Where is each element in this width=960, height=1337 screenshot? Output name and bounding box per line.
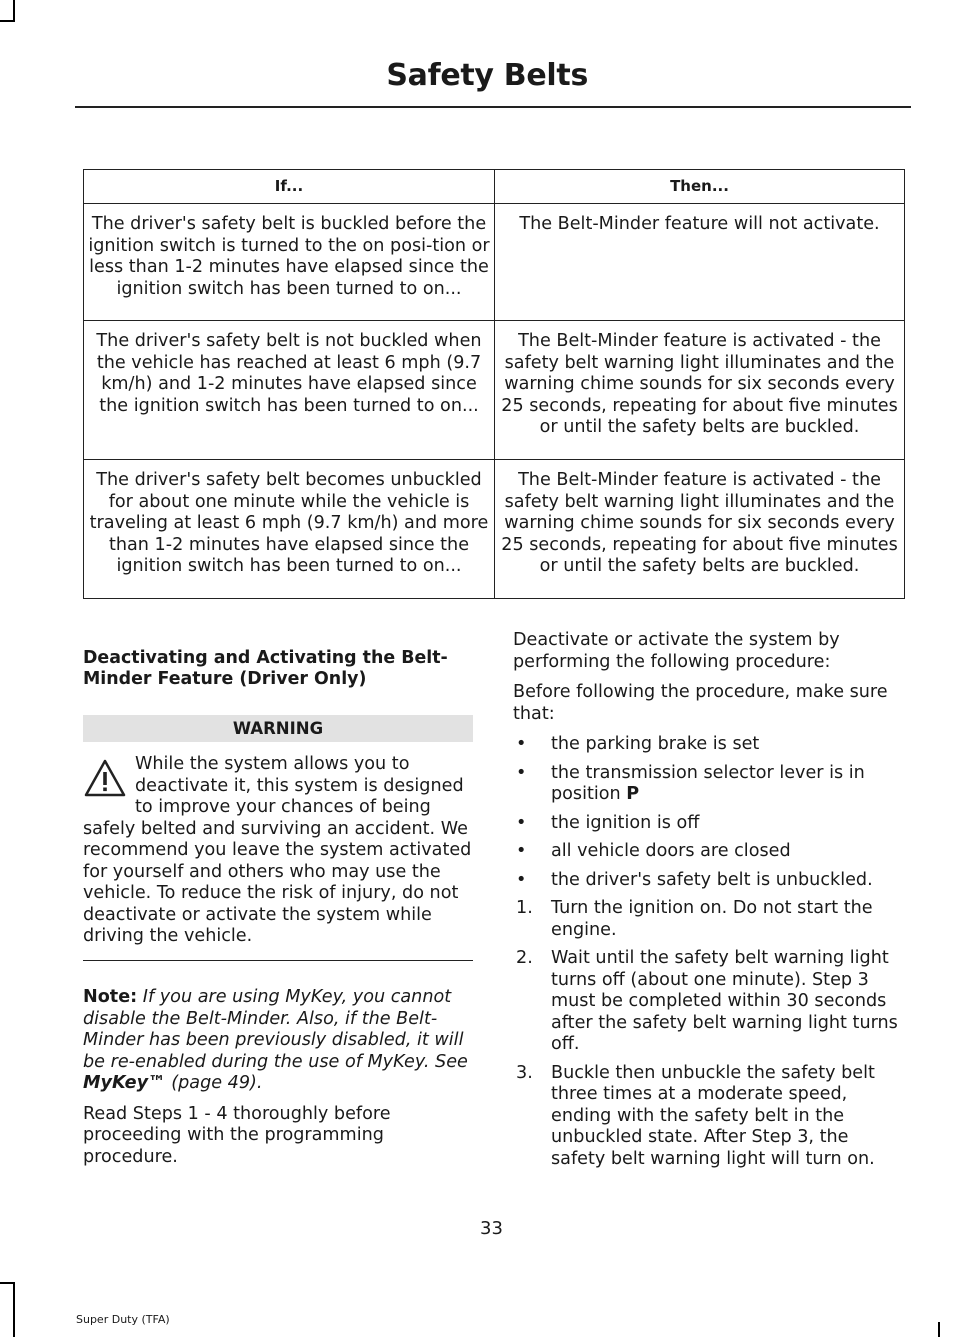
bullet-marker: • <box>516 841 527 861</box>
step-text: Wait until the safety belt warning light turns off (about one minute). Step 3 must be completed within 30 seconds after the safety belt warning light turns off. <box>551 948 898 1054</box>
step-text: Turn the ignition on. Do not start the engine. <box>551 898 873 940</box>
bullet-marker: • <box>516 734 527 754</box>
crop-mark <box>0 1282 15 1284</box>
table-cell-then: The Belt-Minder feature is activated - the safety belt warning light illuminates and the warning chime sounds for six seconds every 25 seconds, repeating for about five minutes or until the safety belts are buckled. <box>495 321 905 460</box>
belt-minder-table <box>83 169 905 599</box>
note-label: Note: <box>83 987 138 1007</box>
list-item-text: the ignition is off <box>551 812 700 833</box>
column-header-if: If... <box>84 170 495 204</box>
warning-triangle-icon <box>83 758 127 798</box>
list-item-text: the transmission selector lever is in position <box>551 762 865 804</box>
list-item-text: the parking brake is set <box>551 734 760 754</box>
table-cell-if: The driver's safety belt is not buckled when the vehicle has reached at least 6 mph (9.7 km/h) and 1-2 minutes have elapsed since the ignition switch has been turned to on... <box>84 321 495 460</box>
intro-paragraph: Before following the procedure, make sure that: <box>513 682 888 724</box>
column-header-then: Then... <box>495 170 905 204</box>
crop-mark <box>13 0 15 22</box>
note-paragraph <box>83 987 473 1095</box>
bullet-marker: • <box>516 812 527 833</box>
table-cell-if: The driver's safety belt is buckled before the ignition switch is turned to the on posi-tion or less than 1-2 minutes have elapsed since the ignition switch has been turned to on... <box>84 204 495 321</box>
bullet-marker: • <box>516 869 527 890</box>
note-page-ref: (page 49). <box>171 1073 263 1093</box>
section-heading: Deactivating and Activating the Belt-Minder Feature (Driver Only) <box>83 648 448 689</box>
intro-paragraph: Deactivate or activate the system by performing the following procedure: <box>513 630 840 672</box>
list-item-text: the driver's safety belt is unbuckled. <box>551 869 873 890</box>
list-item <box>513 734 908 756</box>
list-item <box>513 763 908 806</box>
warning-text: While the system allows you to deactivate it, this system is designed to improve your chances of being safely belted and surviving an accident. We recommend you leave the system activated for yourself and others who may use the vehicle. To reduce the risk of injury, do not deactivate or activate the system while driving the vehicle. <box>83 754 472 946</box>
header-divider <box>75 106 911 108</box>
step-item <box>513 948 908 1056</box>
table-cell-then: The Belt-Minder feature is activated - the safety belt warning light illuminates and the warning chime sounds for six seconds every 25 seconds, repeating for about five minutes or until the safety belts are buckled. <box>495 460 905 599</box>
crop-mark <box>938 1322 940 1337</box>
warning-divider <box>83 960 473 962</box>
crop-mark <box>13 1282 15 1337</box>
left-column <box>83 648 473 1177</box>
list-item <box>513 813 908 835</box>
step-text: Buckle then unbuckle the safety belt three times at a moderate speed, ending with the safety belt in the unbuckled state. After Step 3, the safety belt warning light will turn on. <box>551 1062 875 1169</box>
mykey-link[interactable]: MyKey™ <box>83 1073 166 1093</box>
position-letter: P <box>626 784 640 804</box>
table-header-row <box>84 170 905 204</box>
bullet-marker: • <box>516 762 527 783</box>
table-cell-if: The driver's safety belt becomes unbuckled for about one minute while the vehicle is traveling at least 6 mph (9.7 km/h) and more than 1-2 minutes have elapsed since the ignition switch has been turned to on... <box>84 460 495 599</box>
crop-mark <box>0 20 15 22</box>
table-row <box>84 321 905 460</box>
footer-model: Super Duty (TFA) <box>76 1313 170 1326</box>
list-item <box>513 870 908 892</box>
list-item <box>513 841 908 863</box>
read-steps-paragraph: Read Steps 1 - 4 thoroughly before proceeding with the programming procedure. <box>83 1103 391 1167</box>
step-item <box>513 1063 908 1171</box>
list-item-text: all vehicle doors are closed <box>551 841 791 861</box>
step-number: 3. <box>516 1062 533 1083</box>
table-cell-then: The Belt-Minder feature will not activate. <box>495 204 905 321</box>
step-item <box>513 898 908 941</box>
step-number: 2. <box>516 948 533 968</box>
table-row <box>84 460 905 599</box>
step-number: 1. <box>516 898 533 918</box>
right-column <box>513 630 908 1177</box>
warning-banner: WARNING <box>83 715 473 742</box>
table-row <box>84 204 905 321</box>
page-title: Safety Belts <box>386 58 588 93</box>
page-number: 33 <box>480 1218 503 1239</box>
note-text: If you are using MyKey, you cannot disable the Belt-Minder. Also, if the Belt-Minder has been previously disabled, it will be re-enabled during the use of MyKey. See <box>83 987 468 1072</box>
warning-text-block <box>83 754 473 948</box>
